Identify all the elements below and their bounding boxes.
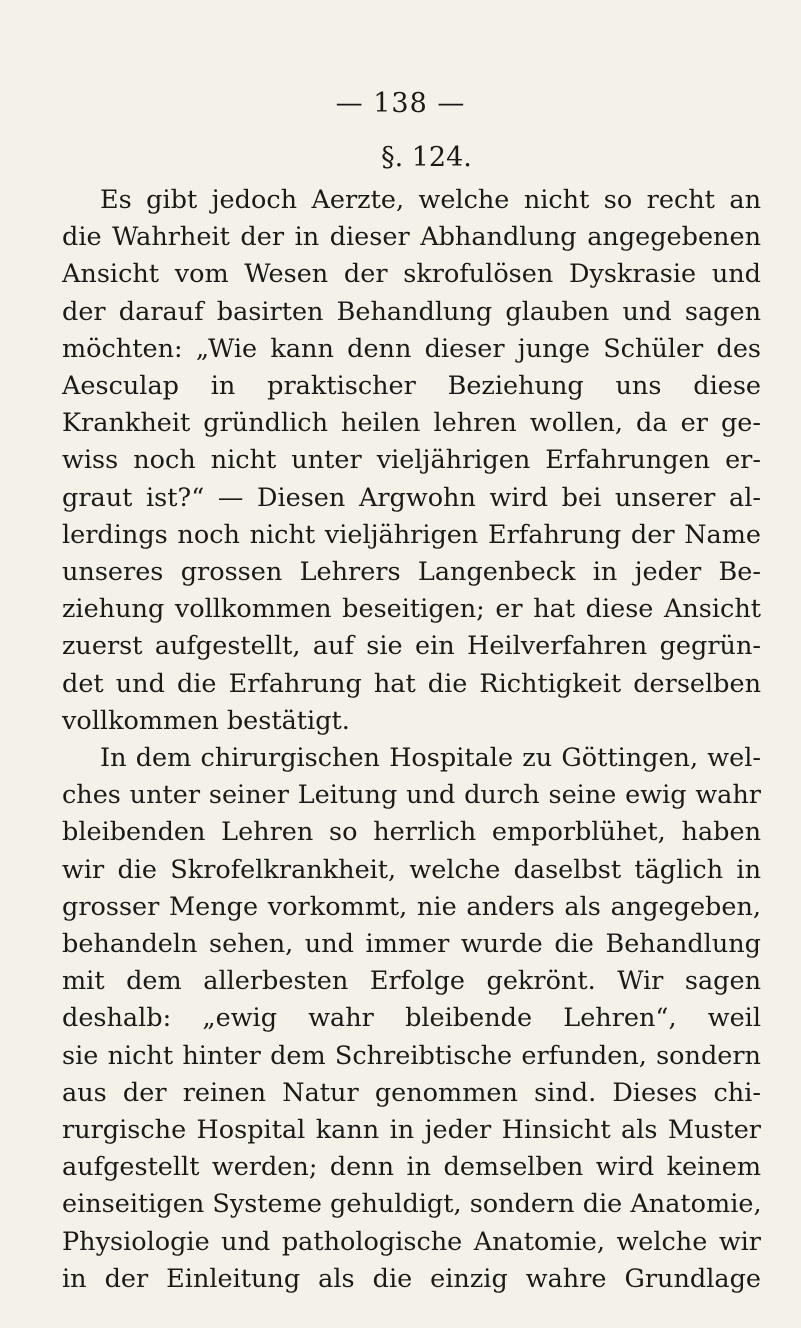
text-line: bleibenden Lehren so herrlich emporblühet, haben: [62, 817, 761, 848]
text-line: Aesculap in praktischer Beziehung uns diese: [62, 371, 761, 402]
text-line: ziehung vollkommen beseitigen; er hat diese Ansicht: [62, 594, 761, 625]
text-line: grosser Menge vorkommt, nie anders als angegeben,: [62, 891, 761, 922]
text-line: lerdings noch nicht vieljährigen Erfahrung der Name: [62, 519, 761, 550]
text-line: wir die Skrofelkrankheit, welche daselbst täglich in: [62, 854, 761, 885]
text-line: der darauf basirten Behandlung glauben und sagen: [62, 296, 761, 327]
text-line: sie nicht hinter dem Schreibtische erfunden, sondern: [62, 1040, 761, 1071]
text-line: behandeln sehen, und immer wurde die Behandlung: [62, 929, 761, 960]
text-line: ches unter seiner Leitung und durch seine ewig wahr: [62, 780, 761, 811]
text-line: vollkommen bestätigt.: [62, 705, 350, 736]
text-line: Krankheit gründlich heilen lehren wollen, da er ge-: [62, 408, 761, 439]
paragraph-1: [62, 182, 761, 740]
text-line: einseitigen Systeme gehuldigt, sondern die Anatomie,: [62, 1189, 762, 1220]
text-line: graut ist?“ — Diesen Argwohn wird bei unserer al-: [62, 482, 761, 513]
text-line: In dem chirurgischen Hospitale zu Göttingen, wel-: [100, 743, 761, 774]
text-line: Ansicht vom Wesen der skrofulösen Dyskrasie und: [62, 259, 761, 290]
text-line: rurgische Hospital kann in jeder Hinsicht als Muster: [62, 1115, 761, 1146]
text-line: deshalb: „ewig wahr bleibende Lehren“, weil: [62, 1003, 761, 1034]
text-line: det und die Erfahrung hat die Richtigkeit derselben: [62, 668, 761, 699]
text-line: aufgestellt werden; denn in demselben wird keinem: [62, 1152, 761, 1183]
text-line: mit dem allerbesten Erfolge gekrönt. Wir sagen: [62, 966, 761, 997]
text-line: Physiologie und pathologische Anatomie, welche wir: [62, 1226, 761, 1257]
text-line: zuerst aufgestellt, auf sie ein Heilverfahren gegrün-: [62, 631, 761, 662]
text-line: aus der reinen Natur genommen sind. Dieses chi-: [62, 1077, 761, 1108]
text-line: wiss noch nicht unter vieljährigen Erfahrungen er-: [62, 445, 761, 476]
text-line: unseres grossen Lehrers Langenbeck in jeder Be-: [62, 557, 761, 588]
section-heading: §. 124.: [381, 142, 472, 173]
text-line: in der Einleitung als die einzig wahre Grundlage: [62, 1263, 761, 1294]
page-number: — 138 —: [335, 88, 466, 119]
paragraph-2: [62, 740, 761, 1298]
text-line: Es gibt jedoch Aerzte, welche nicht so recht an: [100, 185, 761, 215]
text-line: die Wahrheit der in dieser Abhandlung angegebenen: [62, 222, 761, 253]
text-line: möchten: „Wie kann denn dieser junge Schüler des: [62, 333, 761, 364]
